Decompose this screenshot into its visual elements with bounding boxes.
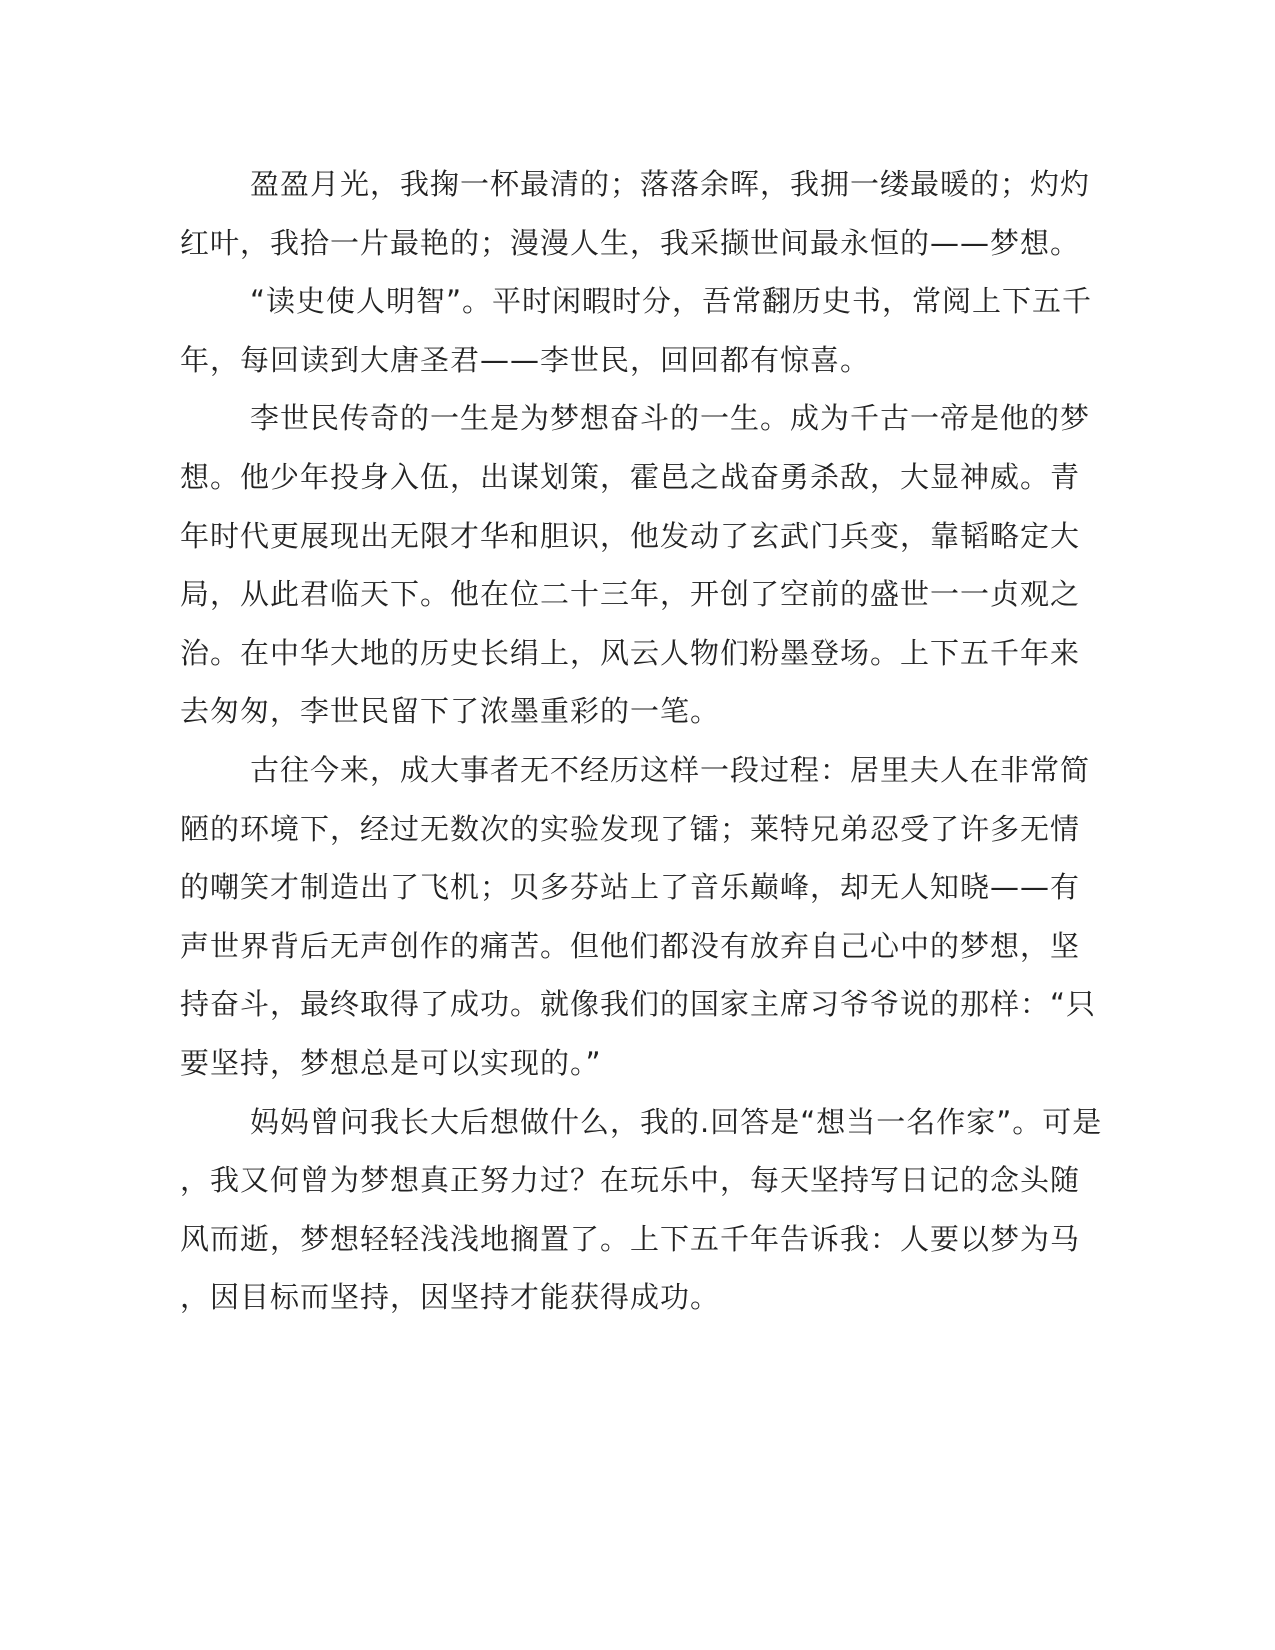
text-line: 局，从此君临天下。他在位二十三年，开创了空前的盛世一一贞观之 (180, 577, 1081, 612)
text-line: “读史使人明智”。平时闲暇时分，吾常翻历史书，常阅上下五千 (250, 284, 1093, 319)
text-line: 治。在中华大地的历史长绢上，风云人物们粉墨登场。上下五千年来 (180, 635, 1081, 670)
text-line: 陋的环境下，经过无数次的实验发现了镭；莱特兄弟忍受了许多无情 (180, 811, 1081, 846)
text-line: 想。他少年投身入伍，出谋划策，霍邑之战奋勇杀敌，大显神威。青 (180, 459, 1081, 494)
text-line: 盈盈月光，我掬一杯最清的；落落余晖，我拥一缕最暖的；灼灼 (250, 167, 1091, 201)
text-line: 古往今来，成大事者无不经历这样一段过程：居里夫人在非常简 (250, 752, 1091, 787)
text-line: 的嘲笑才制造出了飞机；贝多芬站上了音乐巅峰，却无人知晓——有 (180, 870, 1081, 905)
essay-body (180, 155, 1103, 1327)
text-line: 去匆匆，李世民留下了浓墨重彩的一笔。 (180, 694, 721, 729)
text-line: 红叶，我拾一片最艳的；漫漫人生，我采撷世间最永恒的——梦想。 (180, 225, 1081, 260)
text-line: 要坚持，梦想总是可以实现的。” (180, 1045, 602, 1080)
text-line: 声世界背后无声创作的痛苦。但他们都没有放弃自己心中的梦想，坚 (180, 928, 1081, 963)
paragraph-3 (180, 389, 1091, 741)
paragraph-1 (180, 155, 1091, 272)
text-line: 年，每回读到大唐圣君——李世民，回回都有惊喜。 (180, 342, 871, 377)
text-line: 妈妈曾问我长大后想做什么，我的.回答是“想当一名作家”。可是 (250, 1104, 1103, 1139)
paragraph-4 (180, 741, 1097, 1093)
text-line: ，我又何曾为梦想真正努力过？在玩乐中，每天坚持写日记的念头随 (180, 1163, 1081, 1198)
text-line: 李世民传奇的一生是为梦想奋斗的一生。成为千古一帝是他的梦 (250, 401, 1091, 436)
text-line: ，因目标而坚持，因坚持才能获得成功。 (180, 1280, 721, 1315)
text-line: 风而逝，梦想轻轻浅浅地搁置了。上下五千年告诉我：人要以梦为马 (180, 1221, 1081, 1256)
text-line: 年时代更展现出无限才华和胆识，他发动了玄武门兵变，靠韬略定大 (180, 518, 1081, 553)
paragraph-2 (180, 272, 1093, 389)
paragraph-5 (180, 1093, 1103, 1327)
text-line: 持奋斗，最终取得了成功。就像我们的国家主席习爷爷说的那样：“只 (180, 987, 1097, 1022)
